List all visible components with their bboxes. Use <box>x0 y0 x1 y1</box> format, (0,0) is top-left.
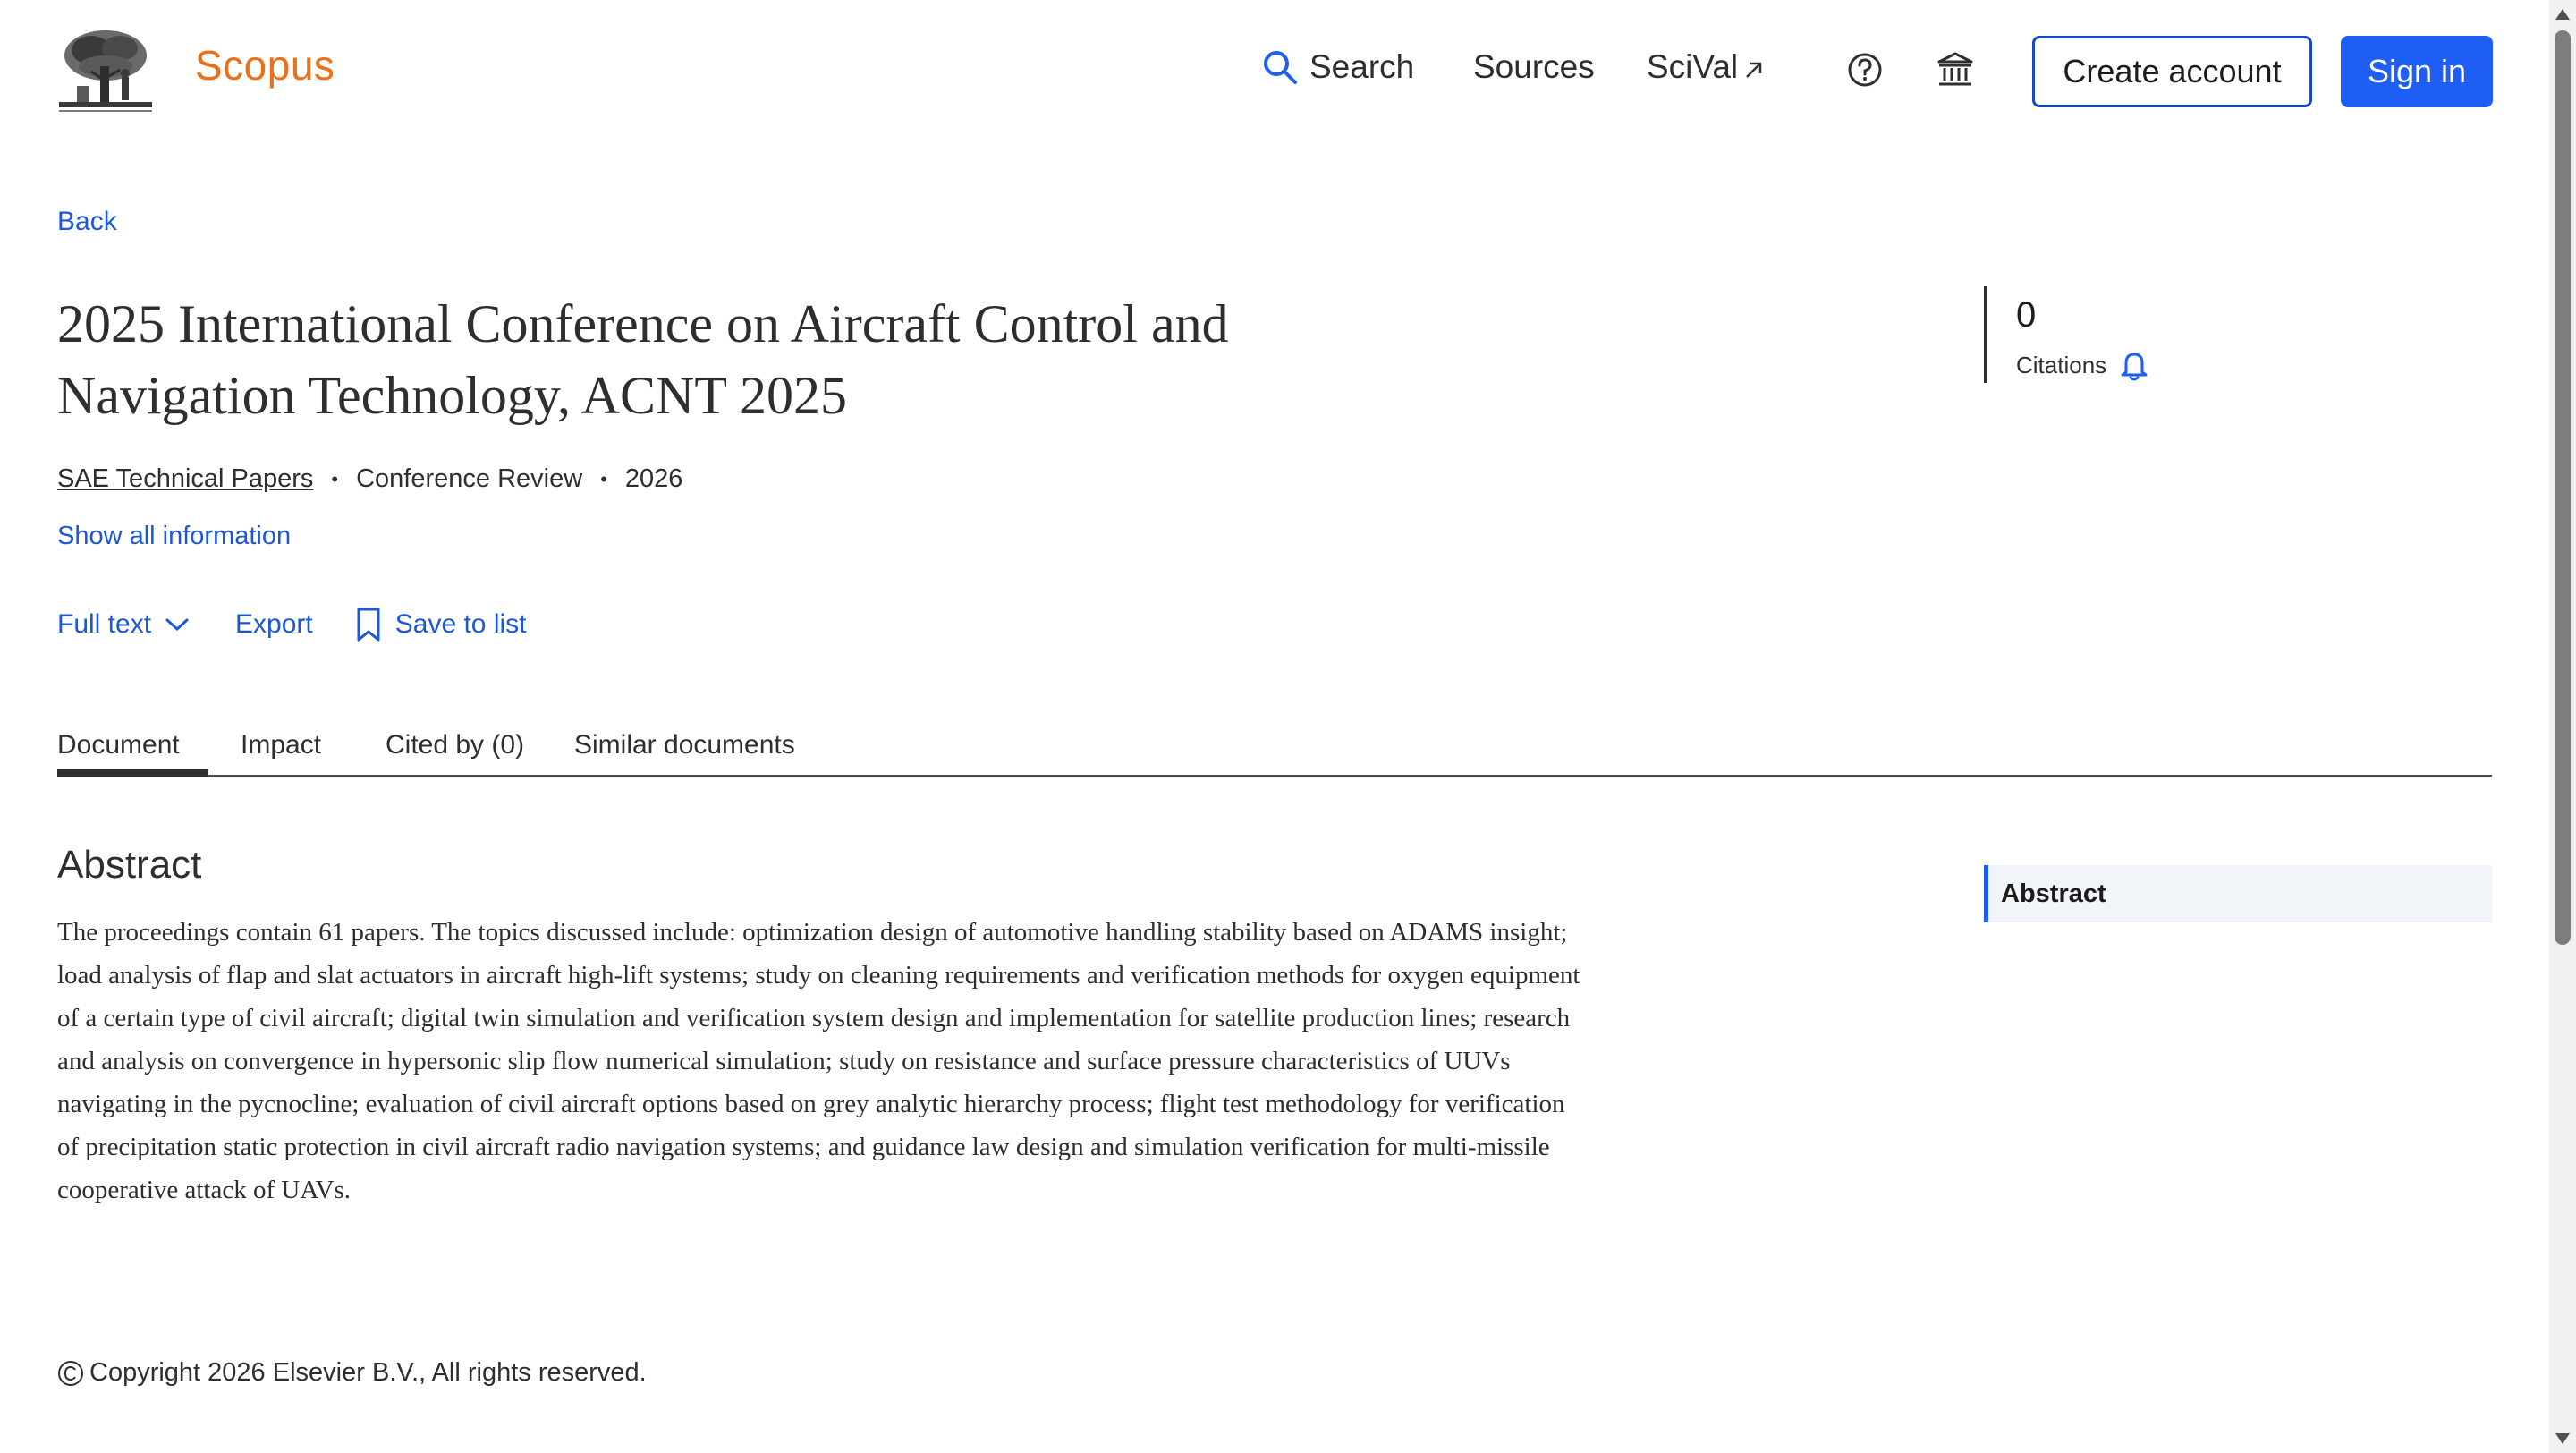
save-to-list-button[interactable] <box>354 607 527 642</box>
copyright <box>57 1358 647 1388</box>
document-meta <box>57 464 682 494</box>
elsevier-tree-logo[interactable] <box>55 27 156 116</box>
scroll-up-arrow[interactable] <box>2555 9 2570 20</box>
nav-search[interactable] <box>1261 48 1414 86</box>
nav-scival-label: SciVal <box>1647 48 1739 85</box>
tab-impact[interactable]: Impact <box>241 730 322 760</box>
help-icon[interactable] <box>1845 50 1885 89</box>
tab-similar-documents[interactable]: Similar documents <box>574 730 795 760</box>
abstract-heading: Abstract <box>57 843 202 887</box>
scroll-down-arrow[interactable] <box>2555 1433 2570 1444</box>
copyright-text: Copyright 2026 Elsevier B.V., All rights reserved. <box>89 1358 647 1387</box>
vertical-scrollbar[interactable] <box>2549 0 2576 1453</box>
institution-icon[interactable] <box>1936 50 1975 89</box>
bell-icon[interactable] <box>2119 349 2149 381</box>
full-text-label: Full text <box>57 609 152 639</box>
document-year: 2026 <box>624 464 683 493</box>
export-label: Export <box>235 609 313 639</box>
full-text-dropdown[interactable] <box>57 609 191 640</box>
toc-abstract-link[interactable]: Abstract <box>1984 865 2492 922</box>
nav-search-label: Search <box>1309 48 1415 85</box>
document-tabs <box>57 726 2492 777</box>
sign-in-button[interactable]: Sign in <box>2341 36 2493 107</box>
nav-scival[interactable] <box>1647 48 1765 86</box>
scopus-brand[interactable]: Scopus <box>195 42 335 89</box>
save-to-list-label: Save to list <box>394 609 527 639</box>
copyright-icon <box>57 1360 84 1387</box>
external-arrow-icon <box>1743 59 1765 81</box>
citations-text: Citations <box>2016 351 2107 378</box>
chevron-down-icon <box>164 616 191 633</box>
citations-divider <box>1984 286 1987 383</box>
back-link[interactable]: Back <box>57 207 117 236</box>
abstract-text: The proceedings contain 61 papers. The topics discussed include: optimization design of automotive handling stability based on ADAMS insight; load analysis of flap and slat actuators in aircraft high-lift systems; study on cleaning requirements and verification methods for oxygen equipment of a certain type of civil aircraft; digital twin simulation and verification system design and implementation for satellite production lines; research and analysis on convergence in hypersonic slip flow numerical simulation; study on resistance and surface pressure characteristics of UUVs navigating in the pycnocline; evaluation of civil aircraft options based on grey analytic hierarchy process; flight test methodology for verification of precipitation static protection in civil aircraft radio navigation systems; and guidance law design and simulation verification for multi-missile cooperative attack of UAVs. <box>57 918 1580 1204</box>
separator-dot: • <box>600 467 607 490</box>
export-button[interactable] <box>235 609 313 640</box>
nav-sources-label: Sources <box>1473 48 1595 85</box>
citations-count: 0 <box>2016 295 2037 335</box>
show-all-information-link[interactable]: Show all information <box>57 522 292 550</box>
search-icon <box>1261 48 1299 86</box>
document-type: Conference Review <box>356 464 583 493</box>
citations-label <box>2016 349 2149 381</box>
nav-sources[interactable] <box>1473 48 1595 86</box>
create-account-button[interactable]: Create account <box>2032 36 2312 107</box>
bookmark-icon <box>354 607 383 642</box>
tab-cited-by[interactable]: Cited by (0) <box>386 730 525 760</box>
source-link[interactable]: SAE Technical Papers <box>57 464 314 493</box>
tab-document[interactable]: Document <box>57 730 180 760</box>
top-header <box>0 0 2549 143</box>
scroll-thumb[interactable] <box>2555 30 2571 945</box>
document-title: 2025 International Conference on Aircraft Control and Navigation Technology, ACNT 2025 <box>57 294 1229 425</box>
separator-dot: • <box>331 467 339 490</box>
document-actions <box>57 607 526 642</box>
